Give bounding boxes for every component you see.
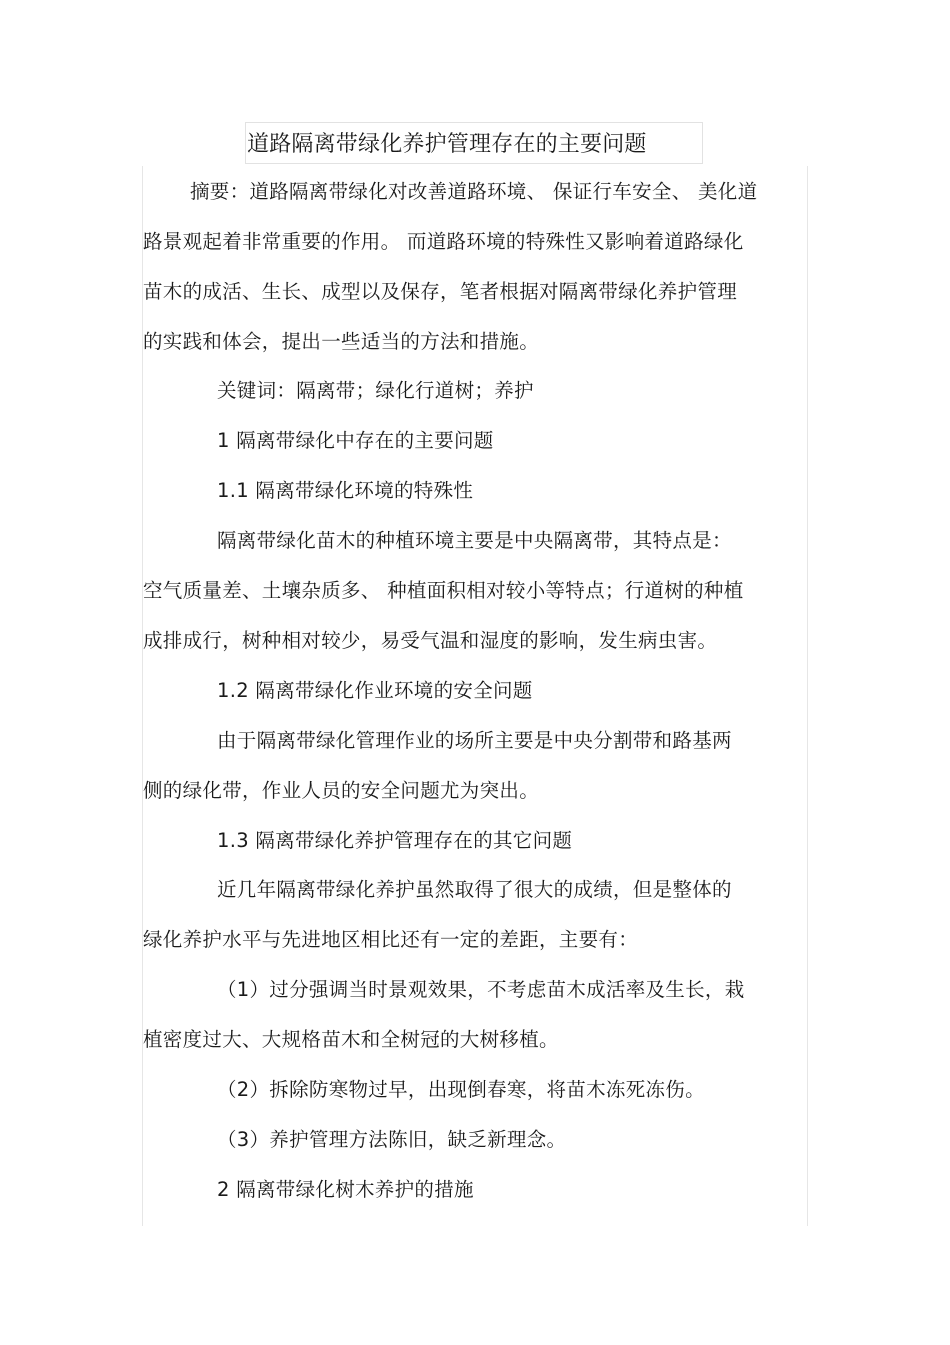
list-item-1-line-2: 植密度过大、大规格苗木和全树冠的大树移植。 [143,1028,559,1051]
keywords-line: 关键词：隔离带；绿化行道树；养护 [217,379,534,402]
paragraph-line: 由于隔离带绿化管理作业的场所主要是中央分割带和路基两 [217,729,732,752]
section-1-heading: 1 隔离带绿化中存在的主要问题 [217,429,494,452]
document-title: 道路隔离带绿化养护管理存在的主要问题 [247,132,647,157]
list-item-2: （2）拆除防寒物过早，出现倒春寒，将苗木冻死冻伤。 [217,1078,705,1101]
paragraph-line: 近几年隔离带绿化养护虽然取得了很大的成绩，但是整体的 [217,878,732,901]
abstract-line-4: 的实践和体会，提出一些适当的方法和措施。 [143,330,540,353]
paragraph-line: 侧的绿化带，作业人员的安全问题尤为突出。 [143,779,540,802]
section-1-3-heading: 1.3 隔离带绿化养护管理存在的其它问题 [217,829,573,852]
abstract-line-3: 苗木的成活、生长、成型以及保存，笔者根据对隔离带绿化养护管理 [143,280,738,303]
section-1-2-heading: 1.2 隔离带绿化作业环境的安全问题 [217,679,533,702]
list-item-3: （3）养护管理方法陈旧，缺乏新理念。 [217,1128,567,1151]
abstract-line-2: 路景观起着非常重要的作用。 而道路环境的特殊性又影响着道路绿化 [143,230,744,253]
abstract-line-1: 摘要：道路隔离带绿化对改善道路环境、 保证行车安全、 美化道 [190,180,758,203]
paragraph-line: 空气质量差、土壤杂质多、 种植面积相对较小等特点；行道树的种植 [143,579,744,602]
section-2-heading: 2 隔离带绿化树木养护的措施 [217,1178,474,1201]
list-item-1-line-1: （1）过分强调当时景观效果，不考虑苗木成活率及生长，栽 [217,978,745,1001]
section-1-1-heading: 1.1 隔离带绿化环境的特殊性 [217,479,474,502]
paragraph-line: 绿化养护水平与先进地区相比还有一定的差距，主要有： [143,928,639,951]
paragraph-line: 隔离带绿化苗木的种植环境主要是中央隔离带，其特点是： [217,529,732,552]
paragraph-line: 成排成行，树种相对较少，易受气温和湿度的影响，发生病虫害。 [143,629,718,652]
